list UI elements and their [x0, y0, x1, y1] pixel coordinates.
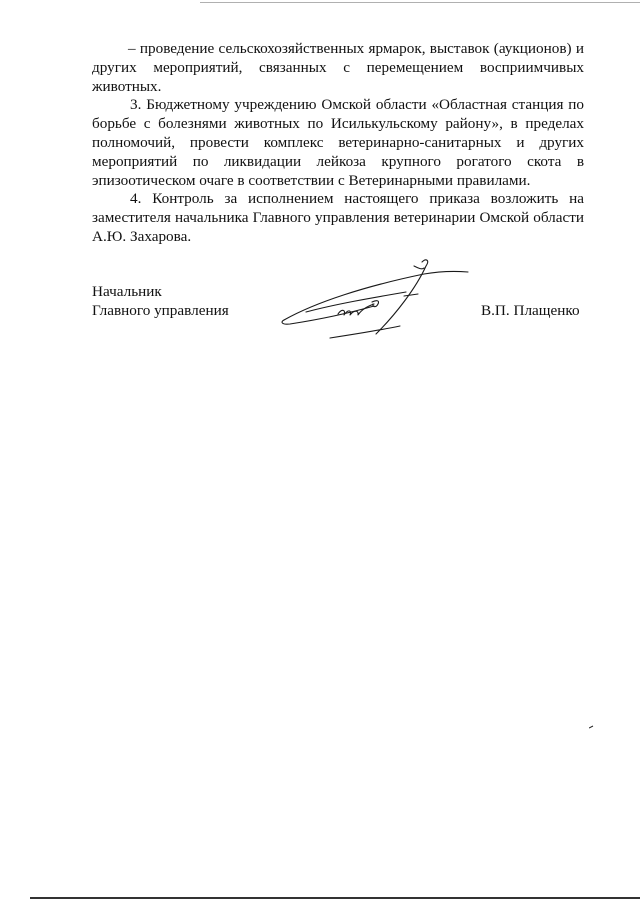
paragraph-item-4: 4. Контроль за исполнением настоящего приказа возложить на заместителя начальника Главного управления ветеринарии Омской области А.Ю. Захарова. [92, 190, 584, 245]
handwritten-signature [276, 254, 476, 344]
scan-edge-top [200, 2, 640, 3]
scan-edge-bottom [30, 897, 640, 899]
signoff-position-line2: Главного управления [92, 302, 229, 319]
document-body [92, 40, 584, 247]
signoff-position [92, 282, 229, 320]
signer-name: В.П. Плащенко [481, 302, 580, 319]
signoff-position-line1: Начальник [92, 283, 162, 300]
paragraph-fairs-restriction: – проведение сельскохозяйственных ярмарок, выставок (аукционов) и других мероприятий, связанных с перемещением восприимчивых животных. [92, 40, 584, 95]
paragraph-item-3: 3. Бюджетному учреждению Омской области «Областная станция по борьбе с болезнями животных по Исилькульскому району», в пределах полномочий, провести комплекс ветеринарно-санитарных и других мероприятий по ликвидации лейкоза крупного рогатого скота в эпизоотическом очаге в соответствии с Ветеринарными правилами. [92, 96, 584, 189]
scan-speck [589, 725, 594, 729]
